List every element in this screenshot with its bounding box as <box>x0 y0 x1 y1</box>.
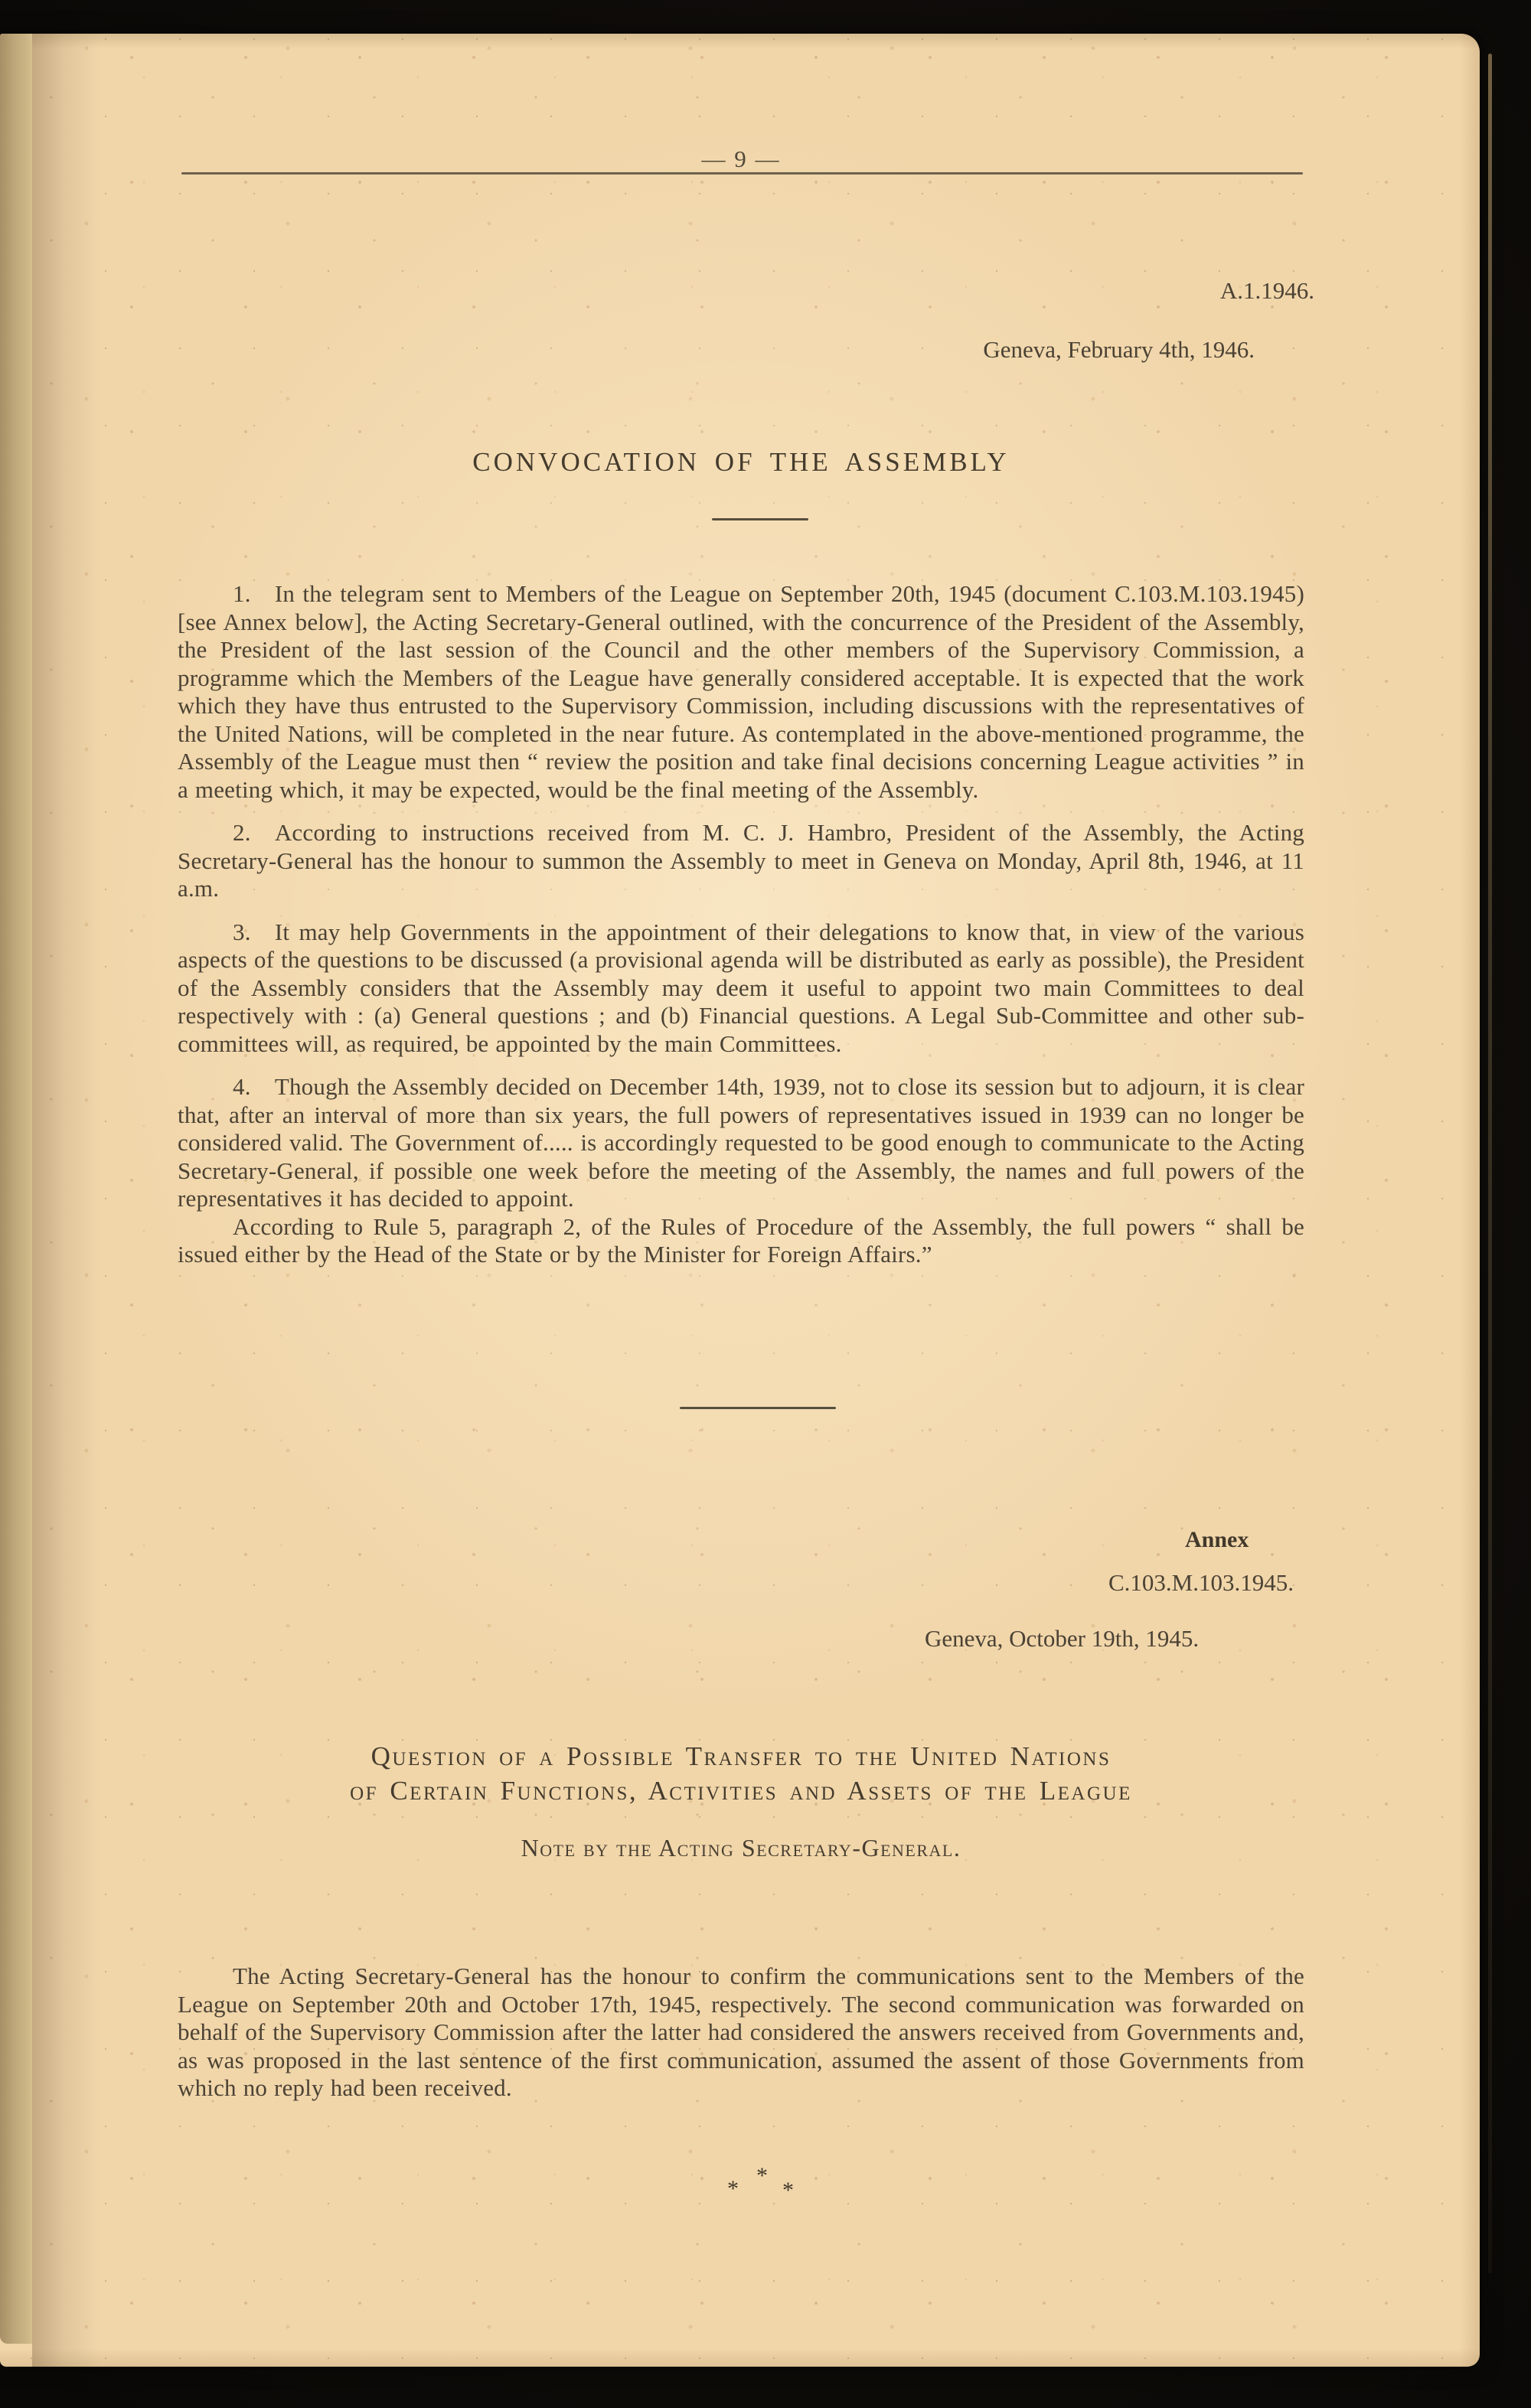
document-page <box>0 34 1480 2367</box>
annex-heading <box>178 1739 1304 1808</box>
paragraph-1: 1. In the telegram sent to Members of the League on September 20th, 1945 (document C.103.M.103.1945) [see Annex below], the Acting Secretary-General outlined, with the concurrence of the President of the Assembly, the President of the last session of the Council and the other members of the Supervisory Commission, a programme which the Members of the League have generally considered acceptable. It is expected that the work which they have thus entrusted to the Supervisory Commission, including discussions with the representatives of the United Nations, will be completed in the near future. As contemplated in the above-mentioned programme, the Assembly of the League must then “ review the position and take final decisions concerning League activities ” in a meeting which, it may be expected, would be the final meeting of the Assembly. <box>178 580 1304 803</box>
document-title: CONVOCATION OF THE ASSEMBLY <box>472 447 1010 477</box>
left-page-edge-strip <box>0 34 32 2344</box>
asterisk-left: * <box>727 2176 739 2201</box>
annex-reference: C.103.M.103.1945. <box>1108 1569 1294 1596</box>
main-text-block <box>178 580 1304 1269</box>
gutter-shadow <box>32 34 100 2367</box>
underlying-page-edge <box>1488 54 1492 2273</box>
note-by-line: Note by the Acting Secretary-General. <box>521 1834 961 1861</box>
annex-heading-line-1: Question of a Possible Transfer to the United Nations <box>371 1741 1112 1771</box>
asterisk-right: * <box>782 2178 794 2203</box>
annex-heading-line-2: of Certain Functions, Activities and Assets of the League <box>350 1776 1132 1806</box>
dateline: Geneva, February 4th, 1946. <box>983 336 1255 363</box>
paragraph-3: 3. It may help Governments in the appointment of their delegations to know that, in view of the various aspects of the questions to be discussed (a provisional agenda will be distributed as early as possible), the President of the Assembly considers that the Assembly may deem it useful to appoint two main Committees to deal respectively with : (a) General questions ; and (b) Financial questions. A Legal Sub-Committee and other sub-committees will, as required, be appointed by the main Committees. <box>178 918 1304 1057</box>
asterisk-top: * <box>756 2163 768 2188</box>
paragraph-2: 2. According to instructions received from M. C. J. Hambro, President of the Assembly, the Acting Secretary-General has the honour to summon the Assembly to meet in Geneva on Monday, April 8th, 1946, at 11 a.m. <box>178 819 1304 902</box>
page-number: — 9 — <box>701 145 781 172</box>
document-reference: A.1.1946. <box>1219 277 1314 304</box>
section-divider-rule <box>680 1407 836 1409</box>
asterism <box>674 2163 850 2217</box>
confirmation-paragraph: The Acting Secretary-General has the honour to confirm the communications sent to the Members of the League on September 20th and October 17th, 1945, respectively. The second communication was forwarded on behalf of the Supervisory Commission after the latter had considered the answers received from Governments and, as was proposed in the last sentence of the first communication, assumed the assent of those Governments from which no reply had been received. <box>178 1963 1304 2101</box>
paragraph-4: 4. Though the Assembly decided on December 14th, 1939, not to close its session but to adjourn, it is clear that, after an interval of more than six years, the full powers of representatives issued in 1939 can no longer be considered valid. The Government of..... is accordingly requested to be good enough to communicate to the Acting Secretary-General, if possible one week before the meeting of the Assembly, the names and full powers of the representatives it has decided to appoint. <box>178 1073 1304 1212</box>
confirmation-text-block <box>178 1963 1304 2103</box>
header-rule <box>181 172 1303 175</box>
title-rule <box>712 518 808 520</box>
annex-label: Annex <box>1185 1527 1249 1552</box>
paragraph-5: According to Rule 5, paragraph 2, of the Rules of Procedure of the Assembly, the full powers “ shall be issued either by the Head of the State or by the Minister for Foreign Affairs.” <box>178 1212 1304 1268</box>
annex-dateline: Geneva, October 19th, 1945. <box>925 1625 1200 1652</box>
